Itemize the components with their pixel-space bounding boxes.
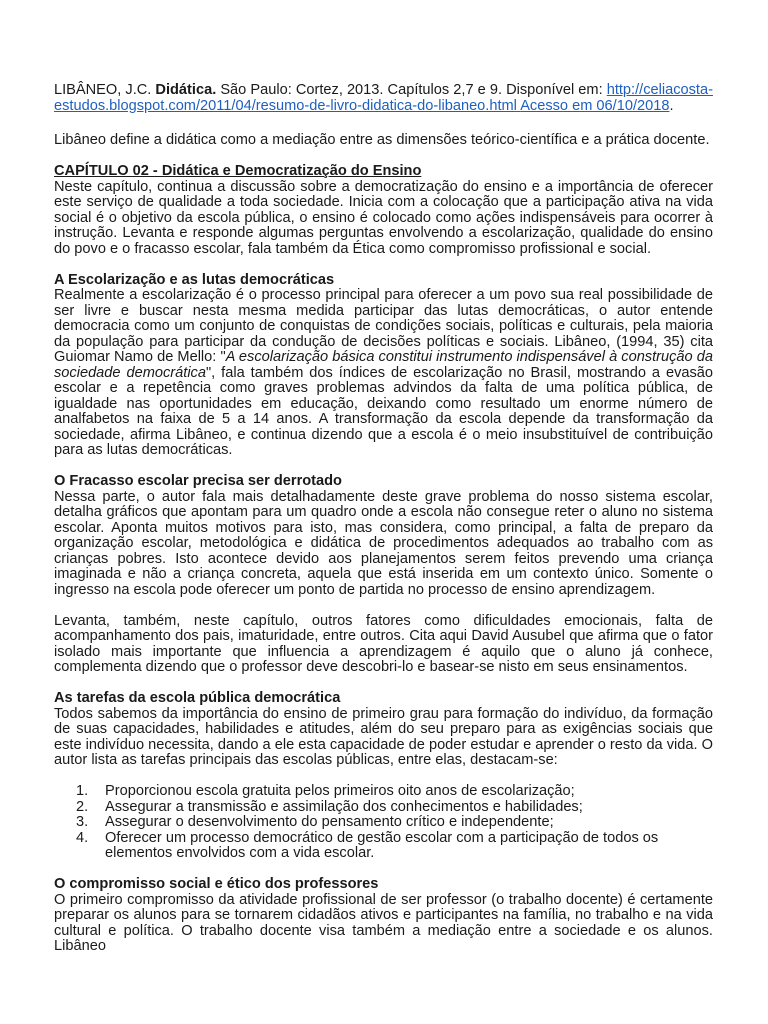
lutas-text-after: ", fala também dos índices de escolarização no Brasil, mostrando a evasão escolar e a repetência como graves problemas advindos da falta de uma política pública, de igualdade nas oportunidades em educação, deixando como resultado um enorme número de analfabetos na faixa de 5 a 14 anos. A transformação da escola depende da transformação da sociedade, afirma Libâneo, e continua dizendo que a escola é o meio insubstituível de contribuição para as lutas democráticas. xyxy=(54,364,714,458)
reference-author: LIBÂNEO, J.C. xyxy=(54,82,152,98)
fracasso-paragraph-1: Nessa parte, o autor fala mais detalhadamente deste grave problema do nosso sistema escolar, detalha gráficos que apontam para um quadro onde a escola não consegue reter o aluno no sistema escolar. Aponta muitos motivos para isto, mas considera, como principal, a falta de preparo da organização escolar, metodológica e didática de procedimentos adequados ao trabalho com as crianças pobres. Isto acontece devido aos planejamentos serem feitos prevendo uma criança imaginada e não a criança concreta, aquela que está inserida em um contexto único. Somente o ingresso na escola pode oferecer um ponto de partida no processo de ensino aprendizagem. xyxy=(54,488,713,598)
reference-publication: São Paulo: Cortez, 2013. Capítulos 2,7 e 9. Disponível em: xyxy=(220,82,603,98)
reference-access-date[interactable]: Acesso em 06/10/2018 xyxy=(520,97,670,114)
lutas-heading: A Escolarização e as lutas democráticas xyxy=(54,271,335,288)
list-item xyxy=(76,829,713,862)
list-item-text: Assegurar o desenvolvimento do pensamento crítico e independente; xyxy=(105,814,554,830)
document-body xyxy=(54,164,713,955)
list-item-text: Assegurar a transmissão e assimilação dos conhecimentos e habilidades; xyxy=(105,798,583,815)
list-item-number: 3. xyxy=(76,814,89,830)
intro-paragraph: Libâneo define a didática como a mediação entre as dimensões teórico-científica e a prática docente. xyxy=(54,132,710,148)
list-item xyxy=(76,783,713,800)
reference-end: . xyxy=(669,97,674,114)
list-item-number: 4. xyxy=(76,829,89,846)
compromisso-paragraph: O primeiro compromisso da atividade profissional de ser professor (o trabalho docente) é certamente preparar os alunos para se tornarem cidadãos ativos e participantes na família, no trabalho e na vida cultural e política. O trabalho docente visa também a mediação entre a sociedade e os alunos. Libâneo xyxy=(54,891,713,954)
tarefas-heading: As tarefas da escola pública democrática xyxy=(54,690,341,706)
compromisso-heading: O compromisso social e ético dos professores xyxy=(54,876,379,892)
chapter-heading: CAPÍTULO 02 - Didática e Democratização do Ensino xyxy=(54,163,422,179)
list-item xyxy=(76,798,713,816)
chapter-paragraph: Neste capítulo, continua a discussão sobre a democratização do ensino e a importância de oferecer este serviço de qualidade a toda sociedade. Inicia com a colocação que a participação ativa na vida social é o objetivo da escola pública, o ensino é colocado como ações indispensáveis para ocorrer à instrução. Levanta e responde algumas perguntas envolvendo a escolarização, qualidade do ensino do povo e o fracasso escolar, fala também da Ética como compromisso profissional e social. xyxy=(54,178,713,257)
fracasso-heading: O Fracasso escolar precisa ser derrotado xyxy=(54,473,342,489)
list-item xyxy=(76,814,713,831)
list-item-number: 1. xyxy=(76,783,89,799)
reference-title: Didática. xyxy=(155,82,217,98)
list-item-text: Oferecer um processo democrático de gestão escolar com a participação de todos os elementos envolvidos com a vida escolar. xyxy=(105,829,659,861)
lutas-paragraph xyxy=(54,288,713,459)
fracasso-paragraph-2: Levanta, também, neste capítulo, outros fatores como dificuldades emocionais, falta de acompanhamento dos pais, imaturidade, entre outros. Cita aqui David Ausubel que afirma que o fator isolado mais importante que influencia a aprendizagem é aquilo que o aluno já conhece, complementa dizendo que o professor deve descobri-lo e basear-se nisto em seus ensinamentos. xyxy=(54,612,713,675)
reference-url[interactable]: http://celiacosta-estudos.blogspot.com/2011/04/resumo-de-livro-didatica-do-libaneo.html xyxy=(54,82,713,114)
reference-citation xyxy=(54,83,713,114)
tarefas-paragraph: Todos sabemos da importância do ensino de primeiro grau para formação do indivíduo, da formação de suas capacidades, habilidades e atitudes, além do seu preparo para as exigências sociais que este indivíduo necessita, dando a ele esta capacidade de poder estudar e aprender o resto da vida. O autor lista as tarefas principais das escolas públicas, entre elas, destacam-se: xyxy=(54,705,713,768)
list-item-text: Proporcionou escola gratuita pelos primeiros oito anos de escolarização; xyxy=(105,783,575,799)
tarefas-list xyxy=(54,784,713,862)
lutas-text-before: Realmente a escolarização é o processo principal para oferecer a um povo sua real possibilidade de ser livre e buscar nesta mesma medida participar das lutas democráticas, o autor entende democracia como um conjunto de conquistas de condições sociais, políticas e culturais, pela maioria da população para participar da condução de decisões políticas e sociais. Libâneo, (1994, 35) cita Guiomar Namo de Mello: " xyxy=(54,287,713,365)
lutas-quote: A escolarização básica constitui instrumento indispensável à construção da sociedade democrática xyxy=(54,349,714,381)
list-item-number: 2. xyxy=(76,798,89,815)
